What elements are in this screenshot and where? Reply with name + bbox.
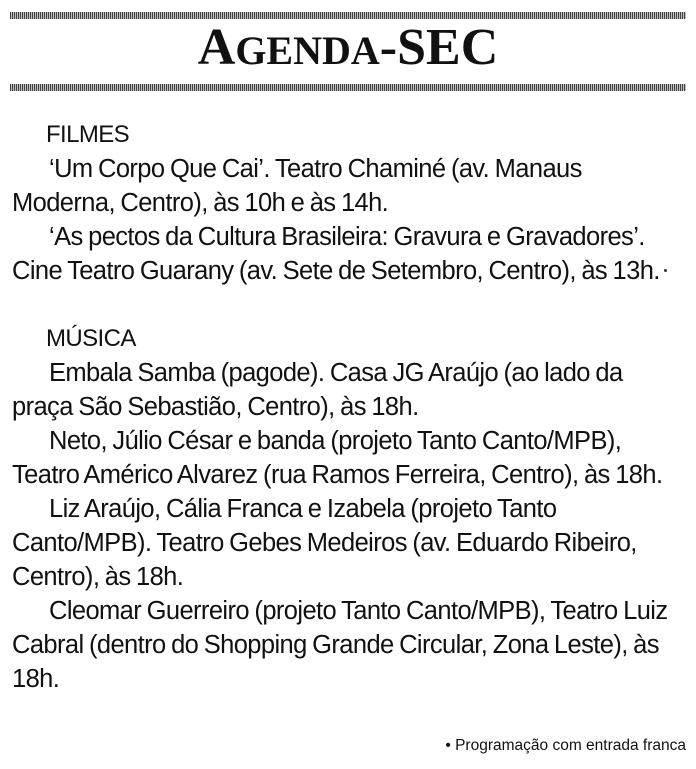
music-entry-4: Cleomar Guerreiro (projeto Tanto Canto/MPB), Teatro Luiz Cabral (dentro do Shopping Grande Circular, Zona Leste), às 18h. xyxy=(12,597,668,693)
section-musica xyxy=(12,322,688,696)
section-title-filmes: FILMES xyxy=(46,121,130,148)
masthead xyxy=(0,0,696,92)
footer-note: • Programação com entrada franca xyxy=(445,737,686,754)
music-entry-2: Neto, Júlio César e banda (projeto Tanto Canto/MPB), Teatro Américo Alvarez (rua Ramos Ferreira, Centro), às 18h. xyxy=(12,427,663,489)
film-entry-1: ‘Um Corpo Que Cai’. Teatro Chaminé (av. Manaus Moderna, Centro), às 10h e às 14h. xyxy=(12,155,582,217)
title-small-caps: GENDA xyxy=(235,28,380,73)
title-initial: A xyxy=(197,19,236,76)
music-entry-1: Embala Samba (pagode). Casa JG Araújo (ao lado da praça São Sebastião, Centro), às 18h. xyxy=(12,359,623,421)
title-sec: SEC xyxy=(397,19,499,76)
section-title-musica: MÚSICA xyxy=(46,325,136,352)
print-speck xyxy=(664,269,667,272)
title-dash: - xyxy=(379,19,398,76)
film-entry-2: ‘As pectos da Cultura Brasileira: Gravura e Gravadores’. Cine Teatro Guarany (av. Sete de Setembro, Centro), às 13h. xyxy=(12,223,660,285)
agenda-body xyxy=(12,118,688,730)
music-entry-3: Liz Araújo, Cália Franca e Izabela (projeto Tanto Canto/MPB). Teatro Gebes Medeiros (av. Eduardo Ribeiro, Centro), às 18h. xyxy=(12,495,637,591)
bottom-hatched-rule xyxy=(10,84,686,91)
page-title xyxy=(0,14,696,85)
section-filmes xyxy=(12,118,688,288)
